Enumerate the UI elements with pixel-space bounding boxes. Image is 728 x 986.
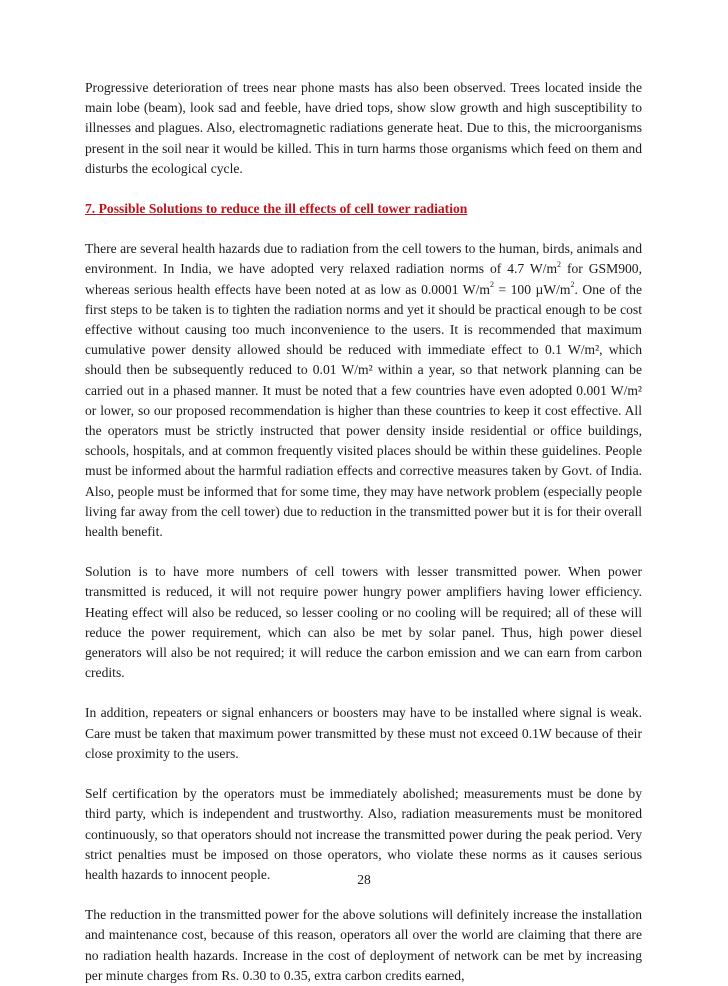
superscript: 2 (489, 280, 494, 290)
paragraph-repeaters: In addition, repeaters or signal enhancers or boosters may have to be installed where signal is weak. Care must be taken that maximum power transmitted by these must not exceed 0.1W because of their close proximity to the users. (85, 705, 642, 761)
text-run: for GSM900, whereas serious health effects have been noted at as low as 0.0001 W/m (85, 261, 642, 297)
paragraph-spacer (85, 542, 642, 562)
paragraph-more-towers: Solution is to have more numbers of cell towers with lesser transmitted power. When power transmitted is reduced, it will not require power hungry power amplifiers having lower efficiency. Heating effect will also be reduced, so lesser cooling or no cooling will be required; all of these will reduce the power requirement, which can also be met by solar panel. Thus, high power diesel generators will also be not required; it will reduce the carbon emission and we can earn from carbon credits. (85, 564, 642, 681)
paragraph-spacer (85, 764, 642, 784)
paragraph-self-certification: Self certification by the operators must be immediately abolished; measurements must be done by third party, which is independent and trustworthy. Also, radiation measurements must be monitored continuously, so that operators should not increase the transmitted power during the peak period. Very strict penalties must be imposed on those operators, who violate these norms as it causes serious health hazards to innocent people. (85, 786, 642, 882)
superscript: 2 (557, 259, 562, 269)
paragraph-tree-deterioration: Progressive deterioration of trees near phone masts has also been observed. Trees located inside the main lobe (beam), look sad and feeble, have dried tops, show slow growth and high susceptibility to illnesses and plagues. Also, electromagnetic radiations generate heat. Due to this, the microorganisms present in the soil near it would be killed. This in turn harms those organisms which feed on them and disturbs the ecological cycle. (85, 80, 642, 176)
text-run: = 100 µW/m (493, 281, 571, 297)
paragraph-spacer (85, 885, 642, 905)
page-number: 28 (357, 872, 371, 887)
paragraph-health-hazards (85, 239, 642, 542)
superscript: 2 (570, 280, 575, 290)
text-run: There are several health hazards due to radiation from the cell towers to the human, birds, animals and environment. In India, we have adopted very relaxed radiation norms of 4.7 W/m (85, 241, 642, 277)
paragraph-spacer (85, 219, 642, 239)
paragraph-cost-increase: The reduction in the transmitted power for the above solutions will definitely increase the installation and maintenance cost, because of this reason, operators all over the world are claiming that there are no radiation health hazards. Increase in the cost of deployment of network can be met by increasing per minute charges from Rs. 0.30 to 0.35, extra carbon credits earned, (85, 907, 642, 983)
paragraph-spacer (85, 683, 642, 703)
document-page (85, 78, 642, 986)
paragraph-spacer (85, 179, 642, 199)
text-run: . One of the first steps to be taken is to tighten the radiation norms and yet it should be practical enough to be cost effective without causing too much inconvenience to the users. It is recommended that maximum cumulative power density allowed should be reduced with immediate effect to 0.1 W/m², which should then be subsequently reduced to 0.01 W/m² within a year, so that network planning can be carried out in a phased manner. It must be noted that a few countries have even adopted 0.001 W/m² or lower, so our proposed recommendation is higher than these countries to keep it cost effective. All the operators must be strictly instructed that power density inside residential or office buildings, schools, hospitals, and at common frequently visited places should be within these guidelines. People must be informed about the harmful radiation effects and corrective measures taken by Govt. of India. Also, people must be informed that for some time, they may have network problem (especially people living far away from the cell tower) due to reduction in the transmitted power but it is for their overall health benefit. (85, 281, 642, 540)
section-heading-possible-solutions: 7. Possible Solutions to reduce the ill effects of cell tower radiation (85, 201, 468, 217)
